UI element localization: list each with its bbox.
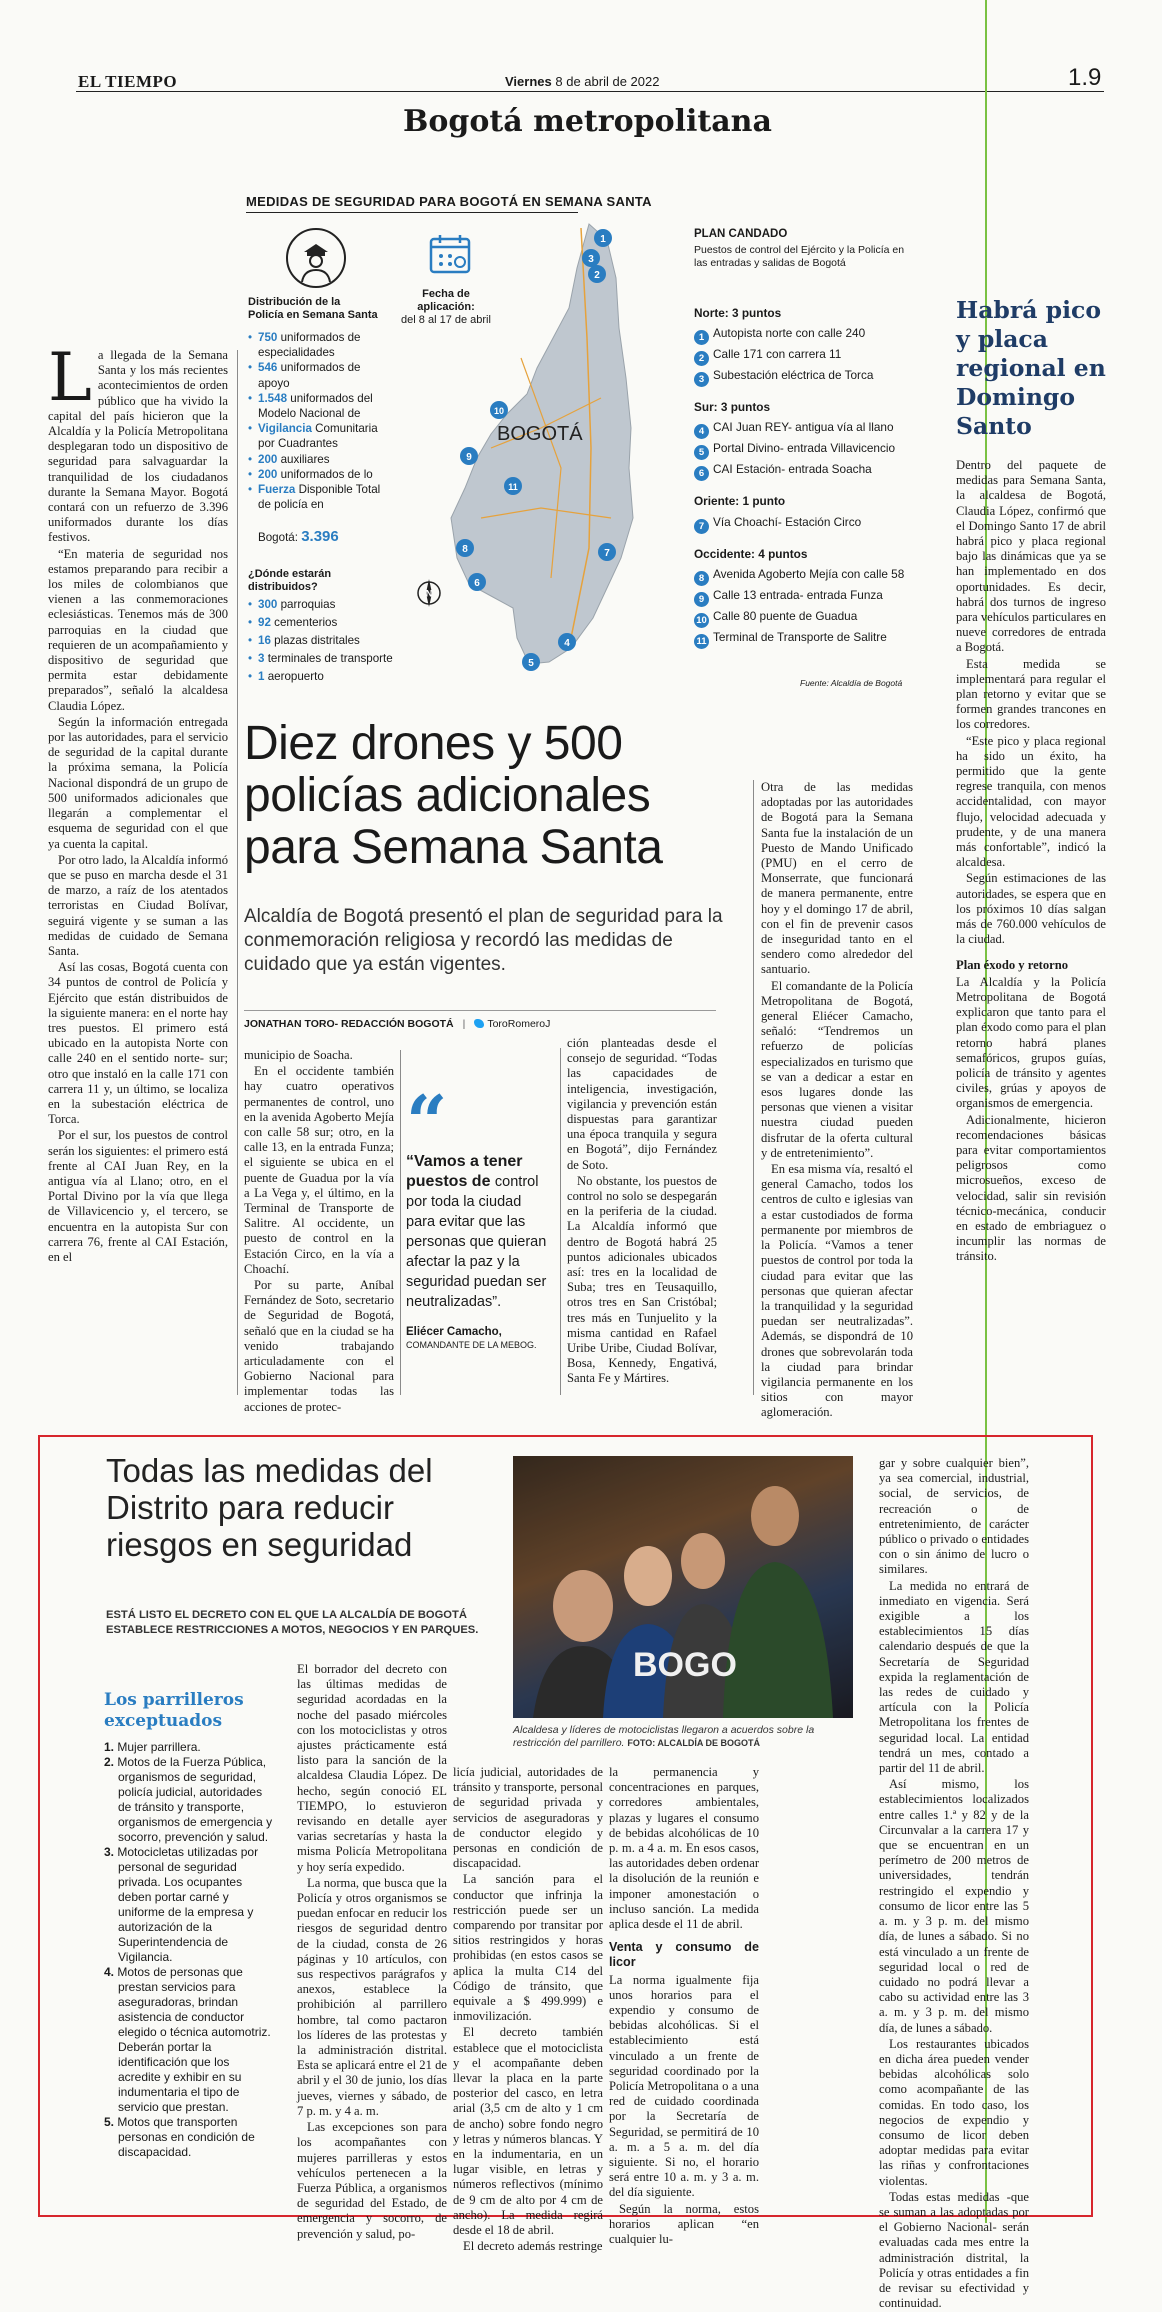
distribution-item: • Fuerza Disponible Total de policía en — [248, 482, 383, 512]
main-story-column-2 — [244, 1048, 394, 1416]
drop-cap: L — [48, 339, 92, 416]
map-marker — [582, 249, 600, 267]
date-rest: 8 de abril de 2022 — [555, 74, 660, 89]
exception-item: 3. Motocicletas utilizadas por personal de seguridad privada. Los ocupantes deben portar carné y uniforme de la empresa y autorización de la Superintendencia de Vigilancia. — [104, 1845, 259, 1964]
side-paragraph: “Este pico y placa regional ha sido un éxito, ha permitido que la gente regrese tranquila, con menos accidentalidad, con mayor flujo, velocidad adecuada y prudente, y de una manera más confortable”, indicó la alcaldesa. — [956, 733, 1106, 870]
points-group-title: Sur: 3 puntos — [694, 400, 771, 415]
control-point: 1 Autopista norte con calle 240 — [694, 324, 914, 345]
svg-text:4: 4 — [564, 638, 570, 649]
map-marker — [522, 653, 540, 671]
column-divider — [753, 780, 754, 1395]
map-marker — [588, 265, 606, 283]
side-paragraph: Dentro del paquete de medidas para Semana Santa, la alcaldesa de Bogotá, Claudia López, confirmó que el Domingo Santo 17 de abril habrá pico y placa regional bajo las dinámicas que ya se han implementado en dos oportunidades. Es decir, habrá dos turnos de ingreso para vehículos particulares en nueve corredores de entrada a Bogotá. — [956, 458, 1107, 655]
distribution-item: • Vigilancia Comunitaria por Cuadrantes — [248, 421, 383, 451]
bottom-column-2 — [297, 1662, 447, 2243]
control-point: 9 Calle 13 entrada- entrada Funza — [694, 586, 914, 607]
column-divider — [560, 1048, 561, 1395]
map-marker — [468, 573, 486, 591]
svg-text:5: 5 — [528, 658, 534, 669]
svg-text:3: 3 — [588, 254, 594, 265]
control-point: 4 CAI Juan REY- antigua vía al llano — [694, 418, 914, 439]
main-story-column-4 — [761, 780, 913, 1422]
plan-title: PLAN CANDADO — [694, 228, 788, 240]
pull-quote — [406, 1079, 554, 1352]
control-point: 11 Terminal de Transporte de Salitre — [694, 628, 914, 649]
infographic — [246, 192, 914, 692]
bottom-paragraph: Todas estas medidas -que se suman a las adoptadas por el Gobierno Nacional- serán evaluadas cada mes entre la administración distrital, la Policía y otras entidades a fin de revisar su efectividad y continuidad. — [879, 2189, 1029, 2311]
bottom-paragraph: gar y sobre cualquier bien”, ya sea comercial, industrial, social, de servicios, de recreación o de entretenimiento, de carácter público o privado o entidades con o sin ánimo de lucro o similares. — [879, 1456, 1029, 1577]
control-point: 6 CAI Estación- entrada Soacha — [694, 460, 914, 481]
infographic-source: Fuente: Alcaldía de Bogotá — [800, 678, 903, 688]
bottom-paragraph: Según la norma, estos horarios aplican “en cualquier lu- — [609, 2201, 759, 2247]
main-paragraph: Otra de las medidas adoptadas por las autoridades de Bogotá para la Semana Santa fue la instalación de un Puesto de Mando Unificado (PMU) en el cerro de Monserrate, que funcionará de manera permanente, entre hoy y el domingo 17 de abril, con el fin de prevenir casos de inseguridad tanto en el sendero como alrededor del santuario. — [761, 780, 913, 977]
side-headline: Habrá pico y placa regional en Domingo Santo — [956, 296, 1106, 440]
bottom-paragraph: la permanencia y concentraciones en parques, corredores ambientales, plazas y lugares el consumo de bebidas alcohólicas de 10 p. m. a 4 a. m. En esos casos, las autoridades deben ordenar la disolución de la reunión e imponer amonestación o incluso sanción. La medida aplica desde el 11 de abril. — [609, 1765, 760, 1932]
map-marker — [558, 633, 576, 651]
distribution-item: • 200 uniformados de lo — [248, 467, 383, 482]
bottom-column-5 — [879, 1456, 1029, 2312]
control-point: 2 Calle 171 con carrera 11 — [694, 345, 914, 366]
bottom-paragraph: La sanción para el conductor que infrinja la restricción puede ser un comparendo por transitar por sitios restringidos y horas prohibidas (en estos casos se aplica la multa C14 del Código de tránsito, que equivale a $ 499.999) e inmovilización. — [453, 1872, 603, 2024]
main-paragraph: En el occidente también hay cuatro operativos permanentes de control, uno en la avenida Agoberto Mejía con calle 58 sur; otro, en la calle 13, en la entrada Funza; el siguiente se ubica en el puente de Guadua por la vía a La Vega y, el último, en la Terminal de Transporte de Salitre. Al occidente, un puesto de control en la Estación Circo, en la vía a Choachí. — [244, 1064, 394, 1276]
police-officer-icon — [286, 228, 346, 288]
photo-caption: Alcaldesa y líderes de motociclistas llegaron a acuerdos sobre la restricción del parrillero. FOTO: ALCALDÍA DE BOGOTÁ — [513, 1724, 815, 1749]
main-paragraph: Por el sur, los puestos de control serán los siguientes: el primero está frente al CAI Juan Rey, en la antigua vía al Llano; otro, en el Portal Divino por la vía que llega de Villavicencio y, el tercero, se encuentra en la autopista Sur con carrera 76, frente al CAI Estación, en el — [48, 1128, 228, 1264]
quote-author: Eliécer Camacho, COMANDANTE DE LA MEBOG. — [406, 1326, 537, 1350]
svg-text:2: 2 — [594, 270, 600, 281]
where-item: • 92 cementerios — [248, 614, 398, 632]
column-divider — [237, 350, 238, 1395]
masthead: EL TIEMPO — [78, 72, 178, 91]
column-divider — [400, 1050, 401, 1395]
plan-description: Puestos de control del Ejército y la Policía en las entradas y salidas de Bogotá — [694, 244, 905, 269]
bottom-headline: Todas las medidas del Distrito para reducir riesgos en seguridad — [106, 1452, 433, 1563]
control-point: 8 Avenida Agoberto Mejía con calle 58 — [694, 565, 914, 586]
map-marker — [460, 447, 478, 465]
where-item: • 1 aeropuerto — [248, 668, 398, 686]
twitter-icon — [474, 1019, 484, 1028]
points-group-title: Oriente: 1 punto — [694, 494, 786, 509]
main-story-column-1 — [48, 339, 228, 1266]
bottom-paragraph: La norma igualmente fija unos horarios para el expendio y consumo de bebidas alcohólicas. Si el establecimiento está vinculado a un frente de seguridad coordinado por la Policía Metropolitana o a una red de cuidado coordinada por la Secretaría de Seguridad, se permitirá de 10 a. m. a 5 a. m. del día siguiente. Si no, el horario será entre 10 a. m. y 3 a. m. del día siguiente. — [609, 1972, 759, 2200]
main-paragraph: “En materia de seguridad nos estamos preparando para recibir a los miles de colombianos que vienen a las conmemoraciones eclesiásticas. Tenemos más de 300 parroquias en la ciudad que requieren de un acompañamiento y dispositivo de seguridad que permita estar debidamente preparados”, señaló la alcaldesa Claudia López. — [48, 546, 228, 713]
quote-text: “Vamos a tener puestos de control por toda la ciudad para evitar que las personas que quieran afectar la paz y la seguridad puedan ser neutralizadas”. — [406, 1153, 547, 1310]
side-paragraph: Esta medida se implementará para regular el plan retorno y evitar que se formen grandes trancones en los corredores. — [956, 656, 1106, 732]
section-title: Bogotá metropolitana — [403, 104, 772, 139]
map-marker — [594, 229, 612, 247]
distribution-item: • 750 uniformados de especialidades — [248, 330, 383, 360]
side-story-body — [956, 458, 1106, 1266]
control-points — [694, 304, 914, 649]
bottom-paragraph: Así mismo, los establecimientos localizados entre calles 1.ª y 82 y de la Circunvalar a la carrera 17 y que se encuentran en un perímetro de 200 metros de universidades, tendrán restringido el expendio y consumo de licor entre las 5 a. m. y 3 p. m. del mismo día, de lunes a sábado. Si no está vinculado a un frente de seguridad local o red de cuidado no podrá llevar a cabo su actividad entre las 3 a. m. y 3 p. m. del mismo día, de lunes a sábado. — [879, 1777, 1029, 2035]
bogota-map — [421, 218, 671, 678]
bottom-paragraph: El decreto también establece que el motociclista y el acompañante deben llevar la placa en la parte posterior del casco, en letra arial (3,5 cm de alto y 1 cm de ancho) sobre fondo negro y letras y números blancas. Y en la indumentaria, en un lugar visible, en letras y números reflectivos (mínimo de 9 cm de alto por 4 cm de ancho). La medida regirá desde el 18 de abril. — [453, 2025, 603, 2238]
application-date: Fecha de aplicación: del 8 al 17 de abril — [401, 288, 491, 326]
photo-sign-text: BOGO — [633, 1646, 737, 1684]
total-police: Bogotá: 3.396 — [258, 528, 339, 545]
distribution-item: • 200 auxiliares — [248, 452, 383, 467]
main-paragraph: No obstante, los puestos de control no solo se despegarán en la periferia de la ciudad. La Alcaldía informó que dentro de Bogotá habrá 25 puntos adicionales ubicados así: tres en la localidad de Suba; tres en Teusaquillo, otros tres en San Cristóbal; tres más en Tunjuelito y la misma cantidad en Rafael Uribe Uribe, Ciudad Bolívar, Bosa, Kennedy, Engativá, Santa Fe y Mártires. — [567, 1173, 717, 1386]
page-date — [505, 74, 659, 89]
map-marker — [456, 539, 474, 557]
side-paragraph: Según estimaciones de las autoridades, se espera que en los próximos 10 días salgan más de 760.000 vehículos de la ciudad. — [956, 871, 1106, 947]
bottom-paragraph: Los restaurantes ubicados en dicha área pueden vender bebidas alcohólicas solo como acompañante de las comidas. En todo caso, los negocios de expendio y consumo de licor deben adoptar medidas para evitar las riñas y confrontaciones violentas. — [879, 2036, 1029, 2188]
bottom-column-3 — [453, 1765, 603, 2256]
quote-mark-icon: “ — [406, 1079, 448, 1164]
map-marker — [490, 401, 508, 419]
control-point: 5 Portal Divino- entrada Villavicencio — [694, 439, 914, 460]
map-marker — [598, 543, 616, 561]
bottom-paragraph: El borrador del decreto con las últimas medidas de seguridad acordadas en la noche del pasado miércoles con los motociclistas y otros ajustes prácticamente está listo para la sanción de la alcaldesa Claudia López. De hecho, según conoció EL TIEMPO, lo estuvieron revisando en detalle ayer varias secretarías y hasta la misma Policía Metropolitana y hoy sería expedido. — [297, 1662, 447, 1874]
distribution-list — [248, 330, 383, 512]
control-point: 10 Calle 80 puente de Guadua — [694, 607, 914, 628]
main-paragraph: ción planteadas desde el consejo de seguridad. “Todas las capacidades de inteligencia, investigación, vigilancia y prevención están dispuestas para garantizar una época tranquila y segura en Bogotá”, dijo Fernández de Soto. — [567, 1036, 717, 1172]
where-item: • 300 parroquias — [248, 596, 398, 614]
bottom-column-4 — [609, 1765, 759, 2248]
map-marker — [504, 477, 522, 495]
svg-text:6: 6 — [474, 578, 480, 589]
svg-text:7: 7 — [604, 548, 610, 559]
bottom-paragraph: Las excepciones son para los acompañantes con mujeres parrilleras y estos vehículos pertenecen a la Fuerza Pública, a organismos de seguridad del Estado, de emergencia y socorro, de prevención y salud, po- — [297, 2120, 447, 2241]
main-paragraph: La llegada de la Semana Santa y los más recientes acontecimientos de orden público que ha vivido la capital del país hicieron que la Alcaldía y la Policía Metropolitana desplegaran todo un dispositivo de seguridad para salvaguardar la tranquilidad de los ciudadanos durante la Semana Mayor. Bogotá contará con un refuerzo de 3.396 uniformados durante los días festivos. — [48, 339, 228, 545]
main-story-column-3 — [567, 1036, 717, 1388]
svg-text:10: 10 — [493, 406, 505, 416]
main-paragraph: Por su parte, Aníbal Fernández de Soto, secretario de Seguridad de Bogotá, señaló que en la ciudad se ha venido trabajando articuladamente con el Gobierno Nacional para implementar todas las acciones de protec- — [244, 1278, 394, 1414]
exceptions-title: Los parrilleros exceptuados — [104, 1690, 244, 1731]
distribution-item: • 1.548 uniformados del Modelo Nacional de — [248, 391, 383, 421]
date-day: Viernes — [505, 74, 552, 89]
infographic-title-rule — [246, 212, 578, 213]
main-paragraph: Según la información entregada por las autoridades, para el servicio de seguridad de la capital durante la próxima semana, la Policía Nacional dispondrá de un grupo de 500 uniformados adicionales que llegarán a complementar el esquema de seguridad con el que ya cuenta la capital. — [48, 714, 228, 851]
control-point: 7 Vía Choachí- Estación Circo — [694, 513, 914, 534]
bottom-kicker: ESTÁ LISTO EL DECRETO CON EL QUE LA ALCALDÍA DE BOGOTÁ ESTABLECE RESTRICCIONES A MOTOS, NEGOCIOS Y EN PARQUES. — [106, 1609, 479, 1636]
page-number: 1.9 — [1068, 64, 1102, 91]
byline-rule — [244, 1010, 716, 1011]
exceptions-list — [104, 1740, 274, 2160]
bottom-paragraph: El decreto además restringe — [463, 2239, 603, 2254]
svg-text:8: 8 — [462, 544, 468, 555]
points-group-title: Occidente: 4 puntos — [694, 546, 808, 561]
bottom-paragraph: licía judicial, autoridades de tránsito y transporte, personal de seguridad privada y servicios de aseguradoras y de conductor elegido y personas en condición de discapacidad. — [453, 1765, 603, 1871]
svg-text:N: N — [425, 588, 433, 599]
distribution-item: • 546 uniformados de apoyo — [248, 360, 383, 390]
exception-item: 4. Motos de personas que prestan servicios para aseguradoras, brindan asistencia de conductor elegido o técnica automotriz. Deberán portar la identificación que los acredite y exhibir en su indumentaria el tipo de servicio que prestan. — [104, 1965, 271, 2114]
side-paragraph: Adicionalmente, hicieron recomendaciones básicas para evitar comportamientos peligrosos como microsueños, exceso de velocidad, salir sin revisión técnico-mecánica, conducir en estado de embriaguez o incumplir las normas de tránsito. — [956, 1112, 1106, 1264]
main-headline: Diez drones y 500 policías adicionales para Semana Santa — [244, 717, 663, 874]
svg-text:9: 9 — [466, 452, 472, 463]
main-paragraph: Así las cosas, Bogotá cuenta con 34 puntos de control de Policía y Ejército que están distribuidos de la siguiente manera: en el norte hay tres puestos. El primero está ubicado en la autopista Norte con calle 240 en el sentido norte- sur; otro que instaló en la calle 171 con carrera 11 y, un último, se localiza en la subestación eléctrica de Torca. — [48, 960, 228, 1127]
where-title: ¿Dónde estarán distribuidos? — [248, 568, 332, 593]
main-paragraph: municipio de Soacha. — [244, 1048, 353, 1062]
exception-item: 2. Motos de la Fuerza Pública, organismos de seguridad, policía judicial, autoridades de tránsito y transporte, organismos de emergencia y socorro, prevención y salud. — [104, 1755, 273, 1844]
news-photo — [513, 1456, 853, 1718]
map-city-label: BOGOTÁ — [497, 423, 583, 445]
svg-text:11: 11 — [508, 482, 518, 492]
exception-item: 1. Mujer parrillera. — [104, 1740, 201, 1754]
byline: JONATHAN TORO- REDACCIÓN BOGOTÁ | ToroRomeroJ — [244, 1018, 551, 1030]
exception-item: 5. Motos que transporten personas en condición de discapacidad. — [104, 2115, 255, 2159]
side-subhead: Plan éxodo y retorno — [956, 957, 1069, 972]
where-list — [248, 596, 398, 686]
main-deck: Alcaldía de Bogotá presentó el plan de seguridad para la conmemoración religiosa y recordó las medidas de cuidado que ya están vigentes. — [244, 906, 723, 975]
points-group-title: Norte: 3 puntos — [694, 306, 782, 320]
bottom-paragraph: La medida no entrará de inmediato en vigencia. Será exigible a los establecimientos 15 días calendario después de que la Secretaría de Seguridad expida la reglamentación de las redes de cuidado y artícula con la Policía Metropolitana los frentes de seguridad local. La entidad tendrá un mes, contado a partir del 11 de abril. — [879, 1578, 1029, 1776]
main-paragraph: Por otro lado, la Alcaldía informó que se puso en marcha desde el 31 de marzo, a raíz de los atentados terroristas en Ciudad Bolívar, seguirá vigente y se suman a las medidas de cuidado de Semana Santa. — [48, 852, 228, 958]
where-item: • 3 terminales de transporte — [248, 650, 398, 668]
main-paragraph: En esa misma vía, resaltó el general Camacho, todos los centros de culto e iglesias van a estar custodiados de forma permanente por miembros de la Policía. “Vamos a tener puestos de control por toda la ciudad para evitar que las personas que quieran afectar la tranquilidad y la seguridad puedan ser neutralizadas”. Además, se dispondrá de 10 drones que sobrevolarán toda la ciudad para brindar vigilancia permanente en los sitios con mayor aglomeración. — [761, 1162, 913, 1420]
control-point: 3 Subestación eléctrica de Torca — [694, 366, 914, 387]
where-item: • 16 plazas distritales — [248, 632, 398, 650]
bottom-subhead: Venta y consumo de licor — [609, 1940, 759, 1970]
main-paragraph: El comandante de la Policía Metropolitana de Bogotá, general Eliécer Camacho, señaló: “Tendremos un refuerzo de policías especializados en turismo que se van a dedicar a estar en esos lugares donde las personas que vienen a visitar nuestra ciudad pueden disfrutar de la oferta cultural y de entretenimiento”. — [761, 978, 913, 1160]
svg-text:1: 1 — [600, 234, 606, 245]
infographic-title: MEDIDAS DE SEGURIDAD PARA BOGOTÁ EN SEMANA SANTA — [246, 194, 652, 209]
distribution-title: Distribución de la Policía en Semana Santa — [248, 296, 378, 321]
side-paragraph: La Alcaldía y la Policía Metropolitana de Bogotá explicaron que tanto para el plan éxodo como para el plan retorno habrá planes semafóricos, grupos guías, policía de tránsito y agentes civiles, grúas y apoyos de organismos de emergencia. — [956, 974, 1106, 1111]
bottom-paragraph: La norma, que busca que la Policía y otros organismos se puedan enfocar en reducir los riesgos de seguridad dentro de la ciudad, consta de 26 páginas y 10 artículos, con sus respectivos parágrafos y anexos, establece la prohibición al parrillero hombre, tal como pactaron los líderes de las protestas y la administración distrital. Esta se aplicará entre el 21 de abril y el 30 de junio, los días jueves, viernes y sábado, de 7 p. m. y 4 a. m. — [297, 1875, 447, 2118]
